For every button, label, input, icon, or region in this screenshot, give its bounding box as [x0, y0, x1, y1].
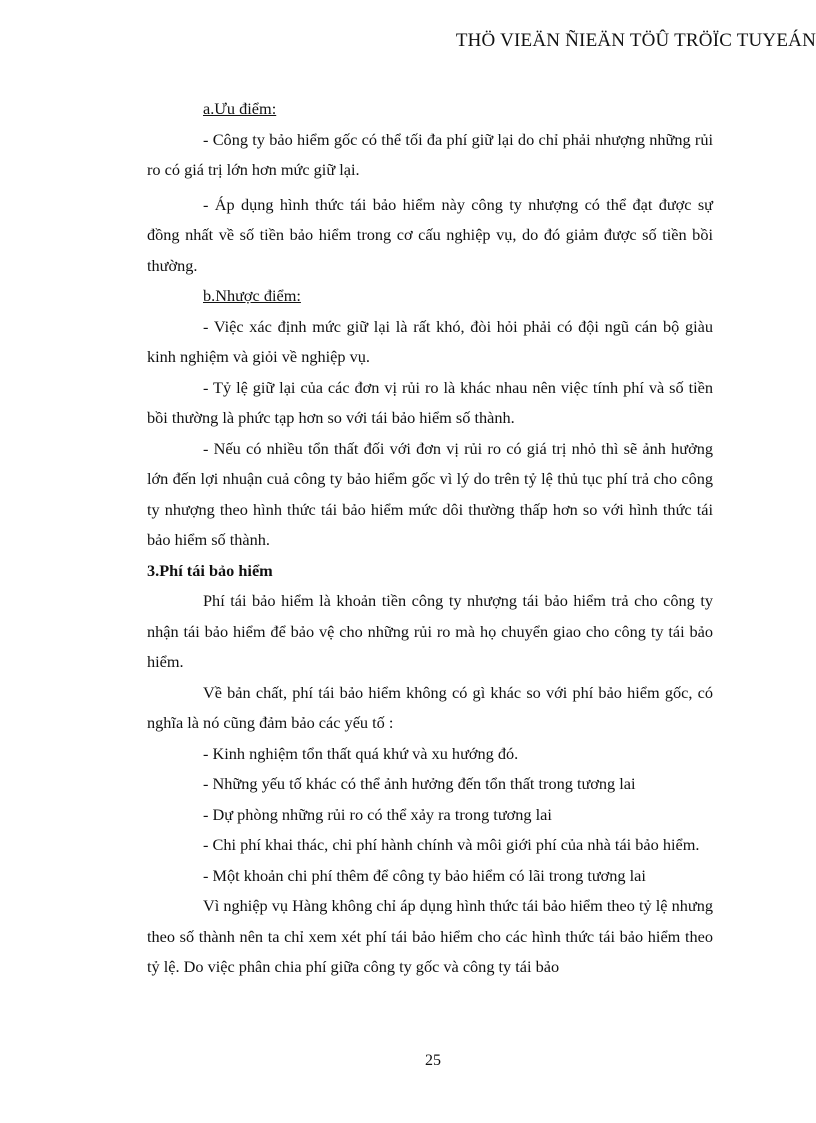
advantages-heading: a.Ưu điểm:	[203, 99, 277, 118]
paragraph: Vì nghiệp vụ Hàng không chỉ áp dụng hình thức tái bảo hiểm theo tỷ lệ nhưng theo số thành nên ta chỉ xem xét phí tái bảo hiểm cho các hình thức tái bảo hiểm theo tỷ lệ. Do việc phân chia phí giữa công ty gốc và công ty tái bảo	[147, 896, 713, 976]
paragraph: - Công ty bảo hiểm gốc có thể tối đa phí giữ lại do chỉ phải nhượng những rủi ro có giá trị lớn hơn mức giữ lại.	[147, 129, 713, 179]
running-header: THÖ VIEÄN ÑIEÄN TÖÛ TRÖÏC TUYEÁN	[455, 30, 816, 51]
list-item: - Dự phòng những rủi ro có thể xảy ra trong tương lai	[203, 804, 552, 824]
list-item: - Kinh nghiệm tổn thất quá khứ và xu hướng đó.	[203, 743, 519, 763]
paragraph: - Việc xác định mức giữ lại là rất khó, đòi hỏi phải có đội ngũ cán bộ giàu kinh nghiệm và giỏi về nghiệp vụ.	[147, 316, 713, 366]
paragraph: - Áp dụng hình thức tái bảo hiểm này công ty nhượng có thể đạt được sự đồng nhất về số tiền bảo hiểm trong cơ cấu nghiệp vụ, do đó giảm được số tiền bồi thường.	[147, 194, 713, 275]
paragraph: - Tỷ lệ giữ lại của các đơn vị rủi ro là khác nhau nên việc tính phí và số tiền bồi thường là phức tạp hơn so với tái bảo hiểm số thành.	[147, 377, 713, 427]
page-body	[147, 94, 713, 983]
disadvantages-heading: b.Nhược điểm:	[203, 286, 301, 305]
section-heading: 3.Phí tái bảo hiểm	[147, 560, 273, 580]
page-number: 25	[425, 1052, 441, 1069]
list-item: - Một khoản chi phí thêm để công ty bảo hiểm có lãi trong tương lai	[203, 865, 646, 885]
paragraph: - Nếu có nhiều tổn thất đối với đơn vị rủi ro có giá trị nhỏ thì sẽ ảnh hưởng lớn đến lợi nhuận cuả công ty bảo hiểm gốc vì lý do trên tỷ lệ thủ tục phí trả cho công ty nhượng theo hình thức tái bảo hiểm mức dôi thường thấp hơn so với hình thức tái bảo hiểm số thành.	[147, 438, 713, 549]
paragraph: Về bản chất, phí tái bảo hiểm không có gì khác so với phí bảo hiểm gốc, có nghĩa là nó cũng đảm bảo các yếu tố :	[147, 682, 713, 732]
paragraph: Phí tái bảo hiểm là khoản tiền công ty nhượng tái bảo hiểm trả cho công ty nhận tái bảo hiểm để bảo vệ cho những rủi ro mà họ chuyển giao cho công ty tái bảo hiểm.	[147, 591, 713, 671]
list-item: - Những yếu tố khác có thể ảnh hưởng đến tổn thất trong tương lai	[203, 774, 636, 793]
list-item: - Chi phí khai thác, chi phí hành chính và môi giới phí của nhà tái bảo hiểm.	[203, 835, 700, 854]
